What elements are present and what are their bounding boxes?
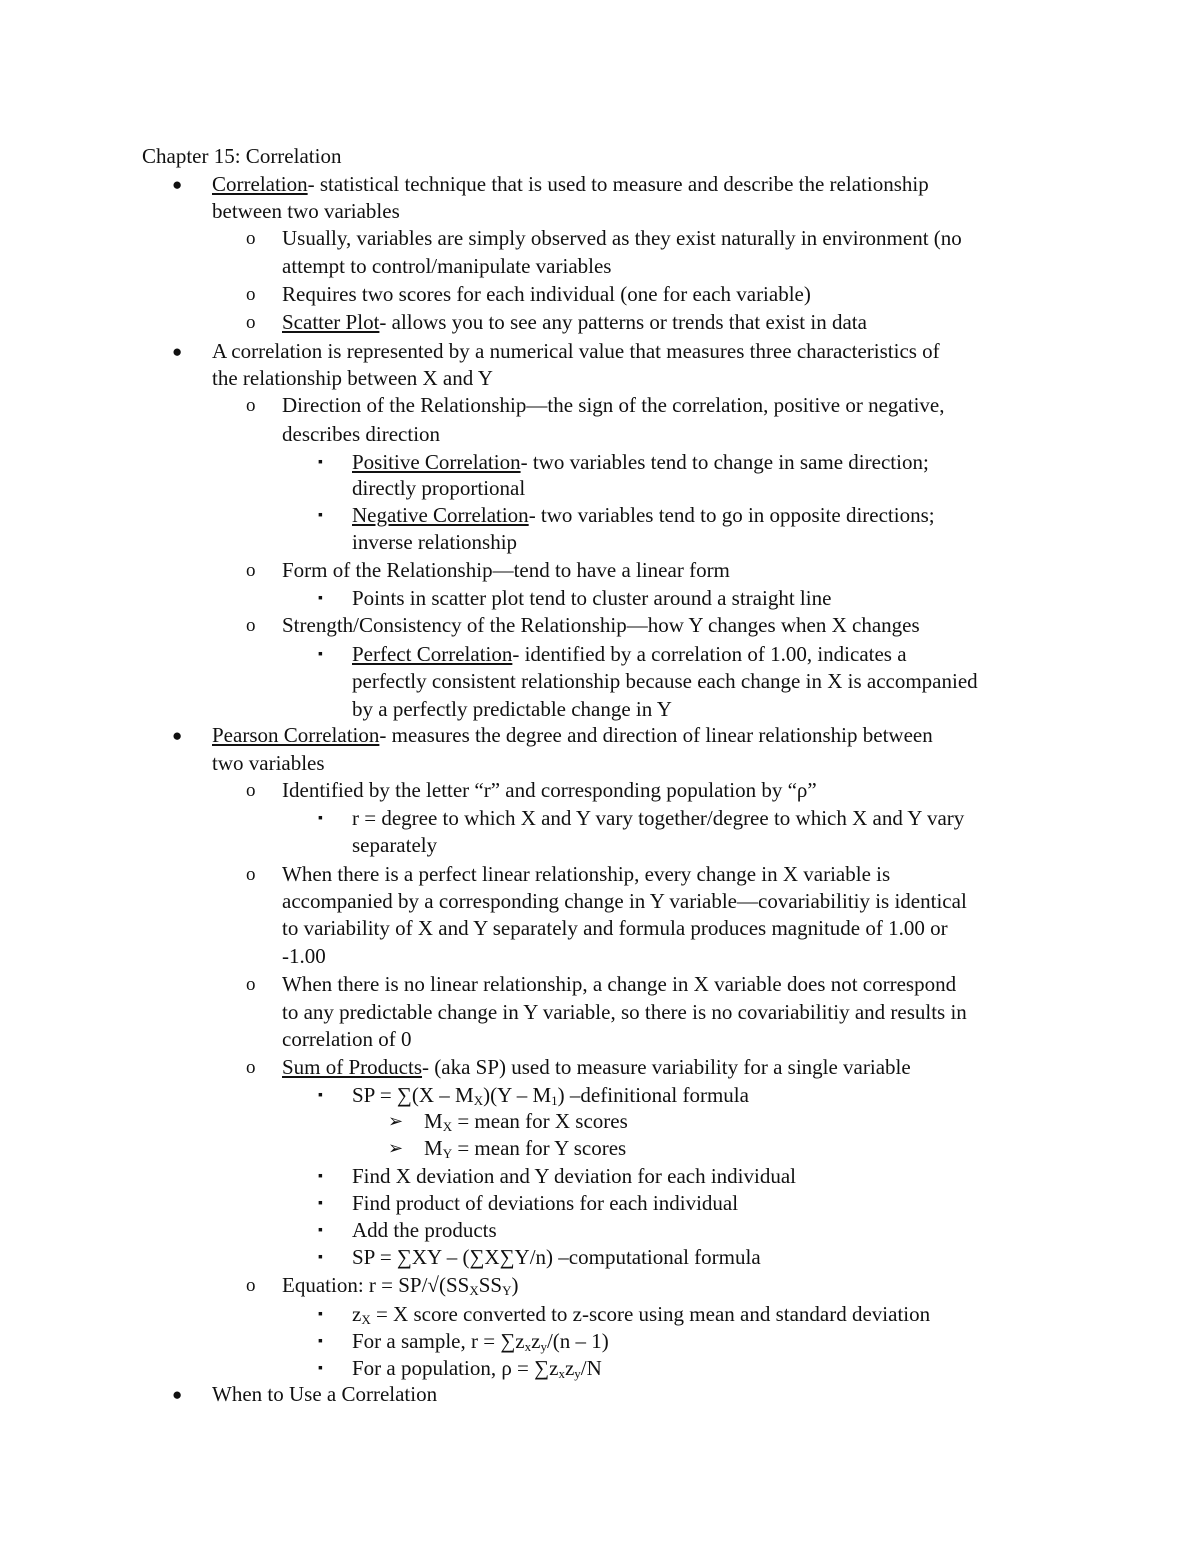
- continuation-line: to any predictable change in Y variable, so there is no covariabilitiy and results in: [282, 1000, 967, 1024]
- list-item: When there is no linear relationship, a change in X variable does not correspond: [282, 972, 957, 996]
- formula-population: [352, 1355, 602, 1382]
- page-title: Chapter 15: Correlation: [142, 144, 342, 168]
- continuation-line: inverse relationship: [352, 530, 518, 554]
- bullet-square: ▪: [318, 1088, 323, 1103]
- bullet-circle: o: [246, 395, 256, 416]
- list-item: Strength/Consistency of the Relationship—how Y changes when X changes: [282, 613, 920, 637]
- formula-text: SP = ∑(X – M: [352, 1083, 474, 1107]
- bullet-square: ▪: [318, 591, 323, 606]
- formula-text: ) –definitional formula: [557, 1083, 749, 1107]
- subscript: x: [524, 1339, 532, 1354]
- term-correlation: Correlation: [212, 172, 308, 196]
- list-item-mx: [424, 1108, 628, 1135]
- bullet-circle: o: [246, 228, 256, 249]
- bullet-square: ▪: [318, 1250, 323, 1265]
- definition-text: - allows you to see any patterns or trends that exist in data: [379, 310, 867, 334]
- subscript: Y: [502, 1283, 512, 1298]
- bullet-disc: ●: [172, 1385, 183, 1404]
- subscript: X: [469, 1283, 479, 1298]
- term-sum-of-products: Sum of Products: [282, 1055, 423, 1079]
- subscript: y: [574, 1366, 581, 1381]
- bullet-square: ▪: [318, 1196, 323, 1211]
- bullet-square: ▪: [318, 811, 323, 826]
- formula-text: z: [531, 1329, 541, 1353]
- list-item: r = degree to which X and Y vary together/degree to which X and Y vary: [352, 806, 965, 830]
- continuation-line: accompanied by a corresponding change in Y variable—covariabilitiy is identical: [282, 889, 967, 913]
- continuation-line: separately: [352, 833, 438, 857]
- definition-text: - two variables tend to go in opposite directions;: [528, 503, 935, 527]
- term-pearson-correlation: Pearson Correlation: [212, 723, 380, 747]
- formula-text: z: [564, 1356, 575, 1380]
- bullet-square: ▪: [318, 1334, 323, 1349]
- term-scatter-plot: Scatter Plot: [282, 310, 380, 334]
- bullet-arrow: ➢: [388, 1111, 404, 1131]
- continuation-line: to variability of X and Y separately and formula produces magnitude of 1.00 or: [282, 916, 948, 940]
- bullet-circle: o: [246, 780, 256, 801]
- formula-sample: [352, 1328, 609, 1355]
- bullet-circle: o: [246, 1057, 256, 1078]
- bullet-square: ▪: [318, 1307, 323, 1322]
- term-positive-correlation: Positive Correlation: [352, 450, 521, 474]
- list-item-negative-correlation: [352, 502, 935, 529]
- formula-computational: SP = ∑XY – (∑X∑Y/n) –computational formula: [352, 1245, 761, 1269]
- formula-text: M: [424, 1109, 443, 1133]
- list-item: Direction of the Relationship—the sign of the correlation, positive or negative,: [282, 393, 945, 417]
- list-item: When to Use a Correlation: [212, 1382, 438, 1406]
- formula-text: /(n – 1): [546, 1329, 609, 1353]
- list-item-my: [424, 1135, 626, 1162]
- formula-text: = mean for Y scores: [452, 1136, 627, 1160]
- formula-text: )(Y – M: [483, 1083, 552, 1107]
- continuation-line: describes direction: [282, 422, 441, 446]
- continuation-line: between two variables: [212, 199, 400, 223]
- bullet-circle: o: [246, 1275, 256, 1296]
- subscript: Y: [442, 1146, 453, 1161]
- list-item-positive-correlation: [352, 449, 929, 476]
- list-item-scatter-plot: [282, 309, 867, 336]
- continuation-line: -1.00: [282, 944, 326, 968]
- list-item: When there is a perfect linear relationship, every change in X variable is: [282, 862, 891, 886]
- formula-text: For a sample, r = ∑z: [352, 1329, 525, 1353]
- bullet-arrow: ➢: [388, 1138, 404, 1158]
- subscript: 1: [551, 1093, 558, 1108]
- list-item-correlation: [212, 171, 929, 198]
- formula-text: SS: [478, 1273, 503, 1297]
- continuation-line: the relationship between X and Y: [212, 366, 493, 390]
- list-item: Points in scatter plot tend to cluster around a straight line: [352, 586, 832, 610]
- definition-text: - two variables tend to change in same direction;: [520, 450, 929, 474]
- list-item: Identified by the letter “r” and corresponding population by “ρ”: [282, 778, 817, 802]
- list-item-zx: [352, 1301, 930, 1328]
- definition-text: - identified by a correlation of 1.00, indicates a: [512, 642, 907, 666]
- list-item: Find product of deviations for each individual: [352, 1191, 739, 1215]
- continuation-line: attempt to control/manipulate variables: [282, 254, 612, 278]
- continuation-line: two variables: [212, 751, 325, 775]
- subscript: X: [473, 1093, 484, 1108]
- formula-text: For a population, ρ = ∑z: [352, 1356, 559, 1380]
- bullet-circle: o: [246, 974, 256, 995]
- term-perfect-correlation: Perfect Correlation: [352, 642, 513, 666]
- bullet-square: ▪: [318, 647, 323, 662]
- list-item-sum-of-products: [282, 1054, 911, 1081]
- continuation-line: perfectly consistent relationship because each change in X is accompanied: [352, 669, 978, 693]
- bullet-circle: o: [246, 864, 256, 885]
- list-item: Usually, variables are simply observed as they exist naturally in environment (no: [282, 226, 962, 250]
- bullet-square: ▪: [318, 1361, 323, 1376]
- formula-text: M: [424, 1136, 443, 1160]
- formula-text: = mean for X scores: [452, 1109, 628, 1133]
- bullet-disc: ●: [172, 342, 183, 361]
- subscript: X: [361, 1312, 371, 1327]
- formula-text: /N: [580, 1356, 602, 1380]
- bullet-disc: ●: [172, 175, 183, 194]
- list-item: Requires two scores for each individual (one for each variable): [282, 282, 811, 306]
- bullet-circle: o: [246, 615, 256, 636]
- list-item-pearson-correlation: [212, 722, 933, 749]
- list-item: A correlation is represented by a numerical value that measures three characteristics of: [212, 339, 940, 363]
- list-item-perfect-correlation: [352, 641, 907, 668]
- formula-text: z: [352, 1302, 362, 1326]
- bullet-square: ▪: [318, 1169, 323, 1184]
- bullet-square: ▪: [318, 455, 323, 470]
- subscript: x: [558, 1366, 565, 1381]
- list-item: Form of the Relationship—tend to have a linear form: [282, 558, 730, 582]
- formula-text: ): [511, 1273, 519, 1297]
- bullet-circle: o: [246, 284, 256, 305]
- subscript: X: [442, 1119, 453, 1134]
- bullet-square: ▪: [318, 1223, 323, 1238]
- formula-definitional: [352, 1082, 749, 1109]
- bullet-square: ▪: [318, 508, 323, 523]
- bullet-circle: o: [246, 560, 256, 581]
- term-negative-correlation: Negative Correlation: [352, 503, 529, 527]
- continuation-line: correlation of 0: [282, 1027, 412, 1051]
- definition-text: - statistical technique that is used to measure and describe the relationship: [307, 172, 929, 196]
- subscript: y: [540, 1339, 547, 1354]
- continuation-line: by a perfectly predictable change in Y: [352, 697, 672, 721]
- bullet-disc: ●: [172, 726, 183, 745]
- bullet-circle: o: [246, 312, 256, 333]
- continuation-line: directly proportional: [352, 476, 526, 500]
- list-item: Find X deviation and Y deviation for each individual: [352, 1164, 797, 1188]
- definition-text: - (aka SP) used to measure variability for a single variable: [422, 1055, 911, 1079]
- definition-text: - measures the degree and direction of linear relationship between: [379, 723, 933, 747]
- formula-text: Equation: r = SP/√(SS: [282, 1273, 470, 1297]
- formula-text: = X score converted to z-score using mean and standard deviation: [370, 1302, 931, 1326]
- list-item: Add the products: [352, 1218, 497, 1242]
- equation: [282, 1272, 518, 1299]
